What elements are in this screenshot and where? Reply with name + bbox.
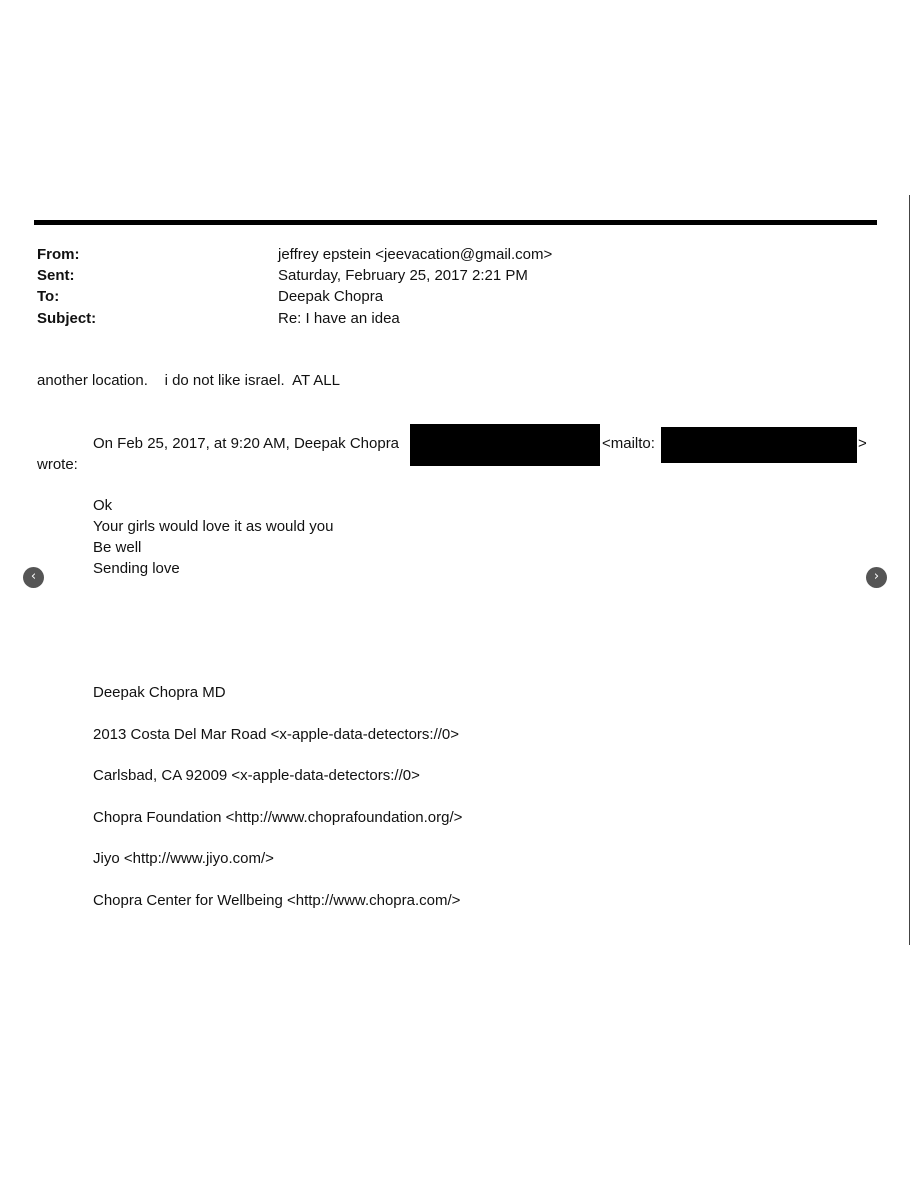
- signature-center: Chopra Center for Wellbeing <http://www.chopra.com/>: [93, 892, 461, 909]
- quoted-line: Be well: [93, 539, 142, 556]
- signature-name: Deepak Chopra MD: [93, 684, 226, 701]
- header-divider: [34, 220, 877, 225]
- to-value: Deepak Chopra: [278, 288, 384, 305]
- to-label: To:: [37, 288, 60, 305]
- signature-city: Carlsbad, CA 92009 <x-apple-data-detectors://0>: [93, 767, 420, 784]
- subject-label: Subject:: [37, 310, 97, 327]
- mailto-close: >: [858, 435, 867, 452]
- from-value: jeffrey epstein <jeevacation@gmail.com>: [278, 246, 553, 263]
- sent-value: Saturday, February 25, 2017 2:21 PM: [278, 267, 528, 284]
- quoted-line: Your girls would love it as would you: [93, 518, 334, 535]
- signature-foundation: Chopra Foundation <http://www.choprafoundation.org/>: [93, 809, 463, 826]
- mailto-text: <mailto:: [602, 435, 655, 452]
- quote-intro: On Feb 25, 2017, at 9:20 AM, Deepak Chopra: [93, 435, 400, 452]
- signature-address: 2013 Costa Del Mar Road <x-apple-data-detectors://0>: [93, 726, 460, 743]
- redaction-block: [410, 424, 600, 466]
- page-edge-line: [909, 195, 910, 945]
- from-label: From:: [37, 246, 80, 263]
- signature-jiyo: Jiyo <http://www.jiyo.com/>: [93, 850, 274, 867]
- wrote-text: wrote:: [37, 456, 78, 473]
- subject-value: Re: I have an idea: [278, 310, 400, 327]
- chevron-left-icon[interactable]: ‹: [23, 567, 44, 588]
- quoted-line: Ok: [93, 497, 113, 514]
- quoted-line: Sending love: [93, 560, 180, 577]
- sent-label: Sent:: [37, 267, 75, 284]
- reply-text: another location. i do not like israel. AT ALL: [37, 372, 340, 389]
- chevron-right-icon[interactable]: ›: [866, 567, 887, 588]
- redaction-block: [661, 427, 857, 463]
